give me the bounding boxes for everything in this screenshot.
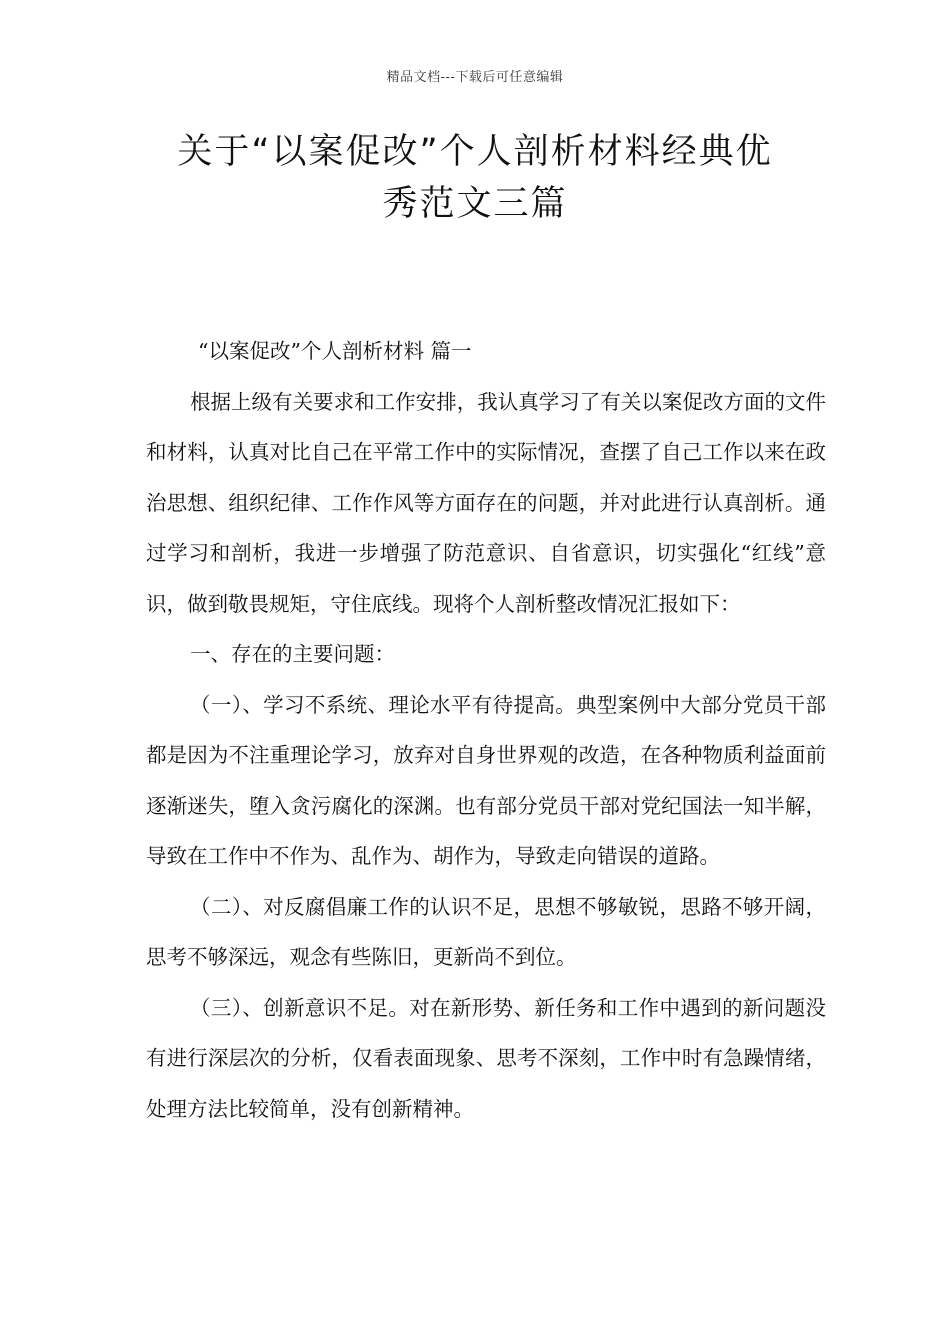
body-paragraph-intro: 根据上级有关要求和工作安排，我认真学习了有关以案促改方面的文件和材料，认真对比自己在平常工作中的实际情况，查摆了自己工作以来在政治思想、组织纪律、工作作风等方面存在的问题，并对此进行认真剖析。通过学习和剖析，我进一步增强了防范意识、自省意识，切实强化“红线”意识，做到敬畏规矩，守住底线。现将个人剖析整改情况汇报如下： <box>146 389 826 616</box>
document-title <box>120 126 830 230</box>
section-heading-problems: 一、存在的主要问题： <box>190 642 395 666</box>
document-title-line-1: 关于“以案促改”个人剖析材料经典优 <box>177 132 773 172</box>
section-subtitle: “以案促改”个人剖析材料 篇一 <box>198 339 472 363</box>
problem-item-3: （三）、创新意识不足。对在新形势、新任务和工作中遇到的新问题没有进行深层次的分析，仅看表面现象、思考不深刻，工作中时有急躁情绪，处理方法比较简单，没有创新精神。 <box>146 995 826 1121</box>
problem-item-2: （二）、对反腐倡廉工作的认识不足，思想不够敏锐，思路不够开阔，思考不够深远，观念有些陈旧，更新尚不到位。 <box>146 894 826 969</box>
document-title-line-2: 秀范文三篇 <box>382 184 568 224</box>
problem-item-1: （一）、学习不系统、理论水平有待提高。典型案例中大部分党员干部都是因为不注重理论学习，放弃对自身世界观的改造，在各种物质利益面前逐渐迷失，堕入贪污腐化的深渊。也有部分党员干部对党纪国法一知半解，导致在工作中不作为、乱作为、胡作为，导致走向错误的道路。 <box>146 692 826 868</box>
document-body <box>146 326 826 1134</box>
header-note: 精品文档---下载后可任意编辑 <box>386 70 564 85</box>
